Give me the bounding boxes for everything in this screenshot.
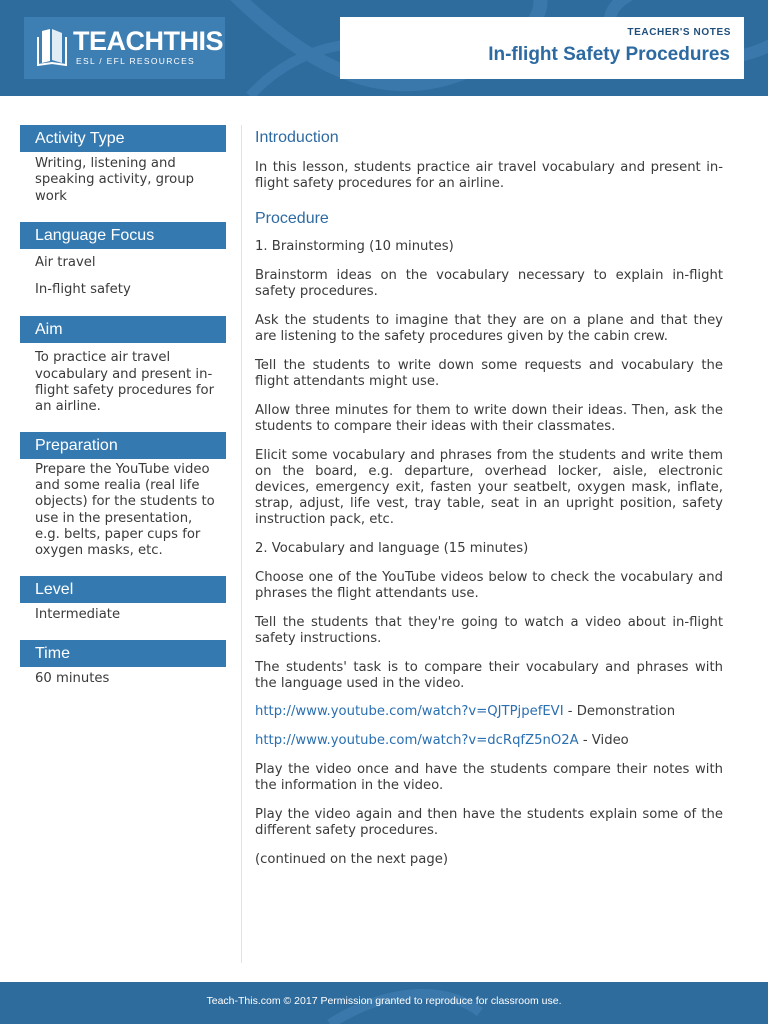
paragraph: Choose one of the YouTube videos below to check the vocabulary and phrases the flight attendants use. bbox=[255, 570, 723, 601]
time-heading: Time bbox=[20, 640, 226, 667]
sidebar bbox=[20, 125, 226, 687]
video-link-row bbox=[255, 733, 723, 749]
column-divider bbox=[241, 125, 242, 963]
level-heading: Level bbox=[20, 576, 226, 603]
step1-title: 1. Brainstorming (10 minutes) bbox=[255, 239, 454, 254]
aim-text: To practice air travel vocabulary and present in-flight safety procedures for an airline. bbox=[35, 350, 215, 415]
link-suffix: - Video bbox=[578, 733, 629, 748]
paragraph: Play the video again and then have the students explain some of the different safety procedures. bbox=[255, 807, 723, 838]
book-logo-icon bbox=[36, 27, 68, 67]
introduction-heading: Introduction bbox=[255, 129, 339, 146]
paragraph: Tell the students that they're going to watch a video about in-flight safety instructions. bbox=[255, 615, 723, 646]
main-content bbox=[255, 128, 723, 868]
paragraph: The students' task is to compare their vocabulary and phrases with the language used in the video. bbox=[255, 660, 723, 691]
paragraph: Play the video once and have the students compare their notes with the information in the video. bbox=[255, 762, 723, 793]
paragraph: Allow three minutes for them to write down their ideas. Then, ask the students to compare their ideas with their classmates. bbox=[255, 403, 723, 434]
continued-note: (continued on the next page) bbox=[255, 852, 448, 867]
procedure-heading: Procedure bbox=[255, 210, 329, 227]
youtube-link-video[interactable]: http://www.youtube.com/watch?v=dcRqfZ5nO2A bbox=[255, 733, 579, 748]
logo-subtitle: ESL / EFL RESOURCES bbox=[76, 56, 196, 66]
preparation-heading: Preparation bbox=[20, 432, 226, 459]
time-text: 60 minutes bbox=[35, 670, 110, 686]
link-suffix: - Demonstration bbox=[563, 704, 676, 719]
paragraph: Tell the students to write down some requests and vocabulary the flight attendants might use. bbox=[255, 358, 723, 389]
preparation-text: Prepare the YouTube video and some realia (real life objects) for the students to use in the presentation, e.g. belts, paper cups for oxygen masks, etc. bbox=[35, 461, 215, 559]
aim-heading: Aim bbox=[20, 316, 226, 343]
level-text: Intermediate bbox=[35, 607, 121, 623]
language-focus-item: Air travel bbox=[35, 254, 96, 270]
page-footer bbox=[0, 982, 768, 1024]
paragraph: Elicit some vocabulary and phrases from the students and write them on the board, e.g. departure, overhead locker, aisle, electronic devices, emergency exit, fasten your seatbelt, oxygen mask, inflate, strap, adjust, life vest, tray table, seat in an upright position, safety instruction pack, etc. bbox=[255, 448, 723, 527]
paragraph: Ask the students to imagine that they are on a plane and that they are listening to the safety procedures given by the cabin crew. bbox=[255, 313, 723, 344]
paragraph: Brainstorm ideas on the vocabulary necessary to explain in-flight safety procedures. bbox=[255, 268, 723, 299]
copyright-text: Teach-This.com © 2017 Permission granted to reproduce for classroom use. bbox=[206, 995, 562, 1007]
page-header bbox=[0, 0, 768, 96]
logo[interactable] bbox=[24, 17, 225, 79]
language-focus-item: In-flight safety bbox=[35, 282, 131, 298]
step2-title: 2. Vocabulary and language (15 minutes) bbox=[255, 541, 529, 556]
youtube-link-demonstration[interactable]: http://www.youtube.com/watch?v=QJTPjpefEVI bbox=[255, 704, 564, 719]
logo-text: TEACHTHIS bbox=[73, 26, 223, 56]
activity-type-text: Writing, listening and speaking activity, group work bbox=[35, 156, 194, 204]
title-box bbox=[340, 17, 744, 79]
activity-type-heading: Activity Type bbox=[20, 125, 226, 152]
video-link-row bbox=[255, 704, 723, 720]
language-focus-heading: Language Focus bbox=[20, 222, 226, 249]
teachers-notes-label: TEACHER'S NOTES bbox=[627, 27, 731, 38]
introduction-text: In this lesson, students practice air travel vocabulary and present in-flight safety procedures for an airline. bbox=[255, 160, 723, 191]
document-title: In-flight Safety Procedures bbox=[488, 44, 730, 65]
